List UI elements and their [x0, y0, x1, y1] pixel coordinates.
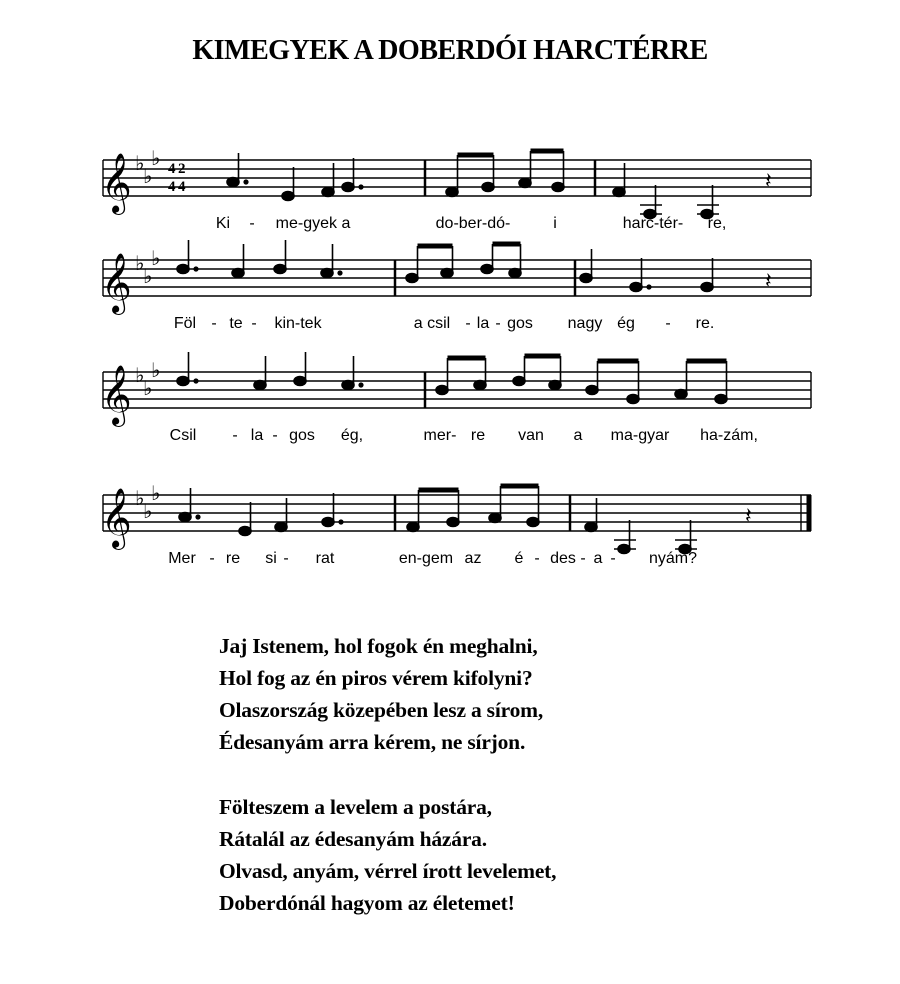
lyric-syllable: ég,	[340, 427, 364, 444]
staff-2	[95, 240, 815, 320]
lyric-hyphen: -	[495, 315, 501, 332]
lyric-syllable: van	[518, 427, 544, 444]
lyric-hyphen: -	[272, 427, 278, 444]
verse-line: Rátalál az édesanyám házára.	[219, 827, 487, 851]
time-signature-4-4: 4	[168, 161, 176, 177]
verse-line: Fölteszem a levelem a postára,	[219, 795, 492, 819]
lyric-syllable: gos	[289, 427, 315, 444]
music-system-3	[95, 352, 815, 462]
rest-icon: 𝄽	[765, 169, 772, 194]
music-system-2	[95, 240, 815, 350]
lyric-hyphen: -	[251, 315, 257, 332]
song-title: KIMEGYEK A DOBERDÓI HARCTÉRRE	[192, 34, 708, 66]
svg-text:♭: ♭	[143, 376, 153, 400]
svg-text:♭: ♭	[151, 481, 161, 505]
music-system-4	[95, 475, 815, 585]
treble-clef-icon: 𝄞	[101, 365, 132, 425]
verse-line: Édesanyám arra kérem, ne sírjon.	[219, 730, 526, 754]
lyric-syllable: des	[550, 550, 576, 567]
lyric-syllable: ma-gyar	[610, 427, 670, 444]
verse-line: Hol fog az én piros vérem kifolyni?	[219, 666, 533, 690]
svg-text:♭: ♭	[143, 164, 153, 188]
music-system-1	[95, 140, 815, 250]
lyric-syllable: la	[476, 315, 490, 332]
svg-text:♭: ♭	[135, 151, 145, 175]
svg-text:♭: ♭	[151, 246, 161, 270]
lyric-syllable: re	[470, 427, 486, 444]
verse-line: Olvasd, anyám, vérrel írott levelemet,	[219, 859, 557, 883]
time-signature-2-4: 2	[178, 161, 186, 177]
staff-1	[95, 140, 815, 220]
lyric-syllable: Ki	[215, 215, 231, 232]
lyric-syllable: kin-tek	[274, 315, 322, 332]
lyric-syllable: i	[553, 215, 557, 232]
lyric-syllable: a csil	[413, 315, 451, 332]
verse-line: Jaj Istenem, hol fogok én meghalni,	[219, 634, 538, 658]
lyric-syllable: harc-tér-	[622, 215, 684, 232]
staff-4	[95, 475, 815, 555]
lyric-syllable: é	[514, 550, 524, 567]
stanza-1	[219, 630, 556, 758]
svg-text:4: 4	[168, 179, 176, 195]
lyric-hyphen: -	[580, 550, 586, 567]
treble-clef-icon: 𝄞	[101, 253, 132, 313]
lyric-hyphen: -	[249, 215, 255, 232]
verse-text	[219, 630, 556, 952]
lyric-syllable: si	[265, 550, 277, 567]
svg-text:♭: ♭	[135, 251, 145, 275]
lyric-syllable: re	[225, 550, 241, 567]
verse-line: Olaszország közepében lesz a sírom,	[219, 698, 544, 722]
lyric-syllable: gos	[507, 315, 533, 332]
rest-icon: 𝄽	[765, 269, 772, 294]
treble-clef-icon: 𝄞	[101, 153, 132, 213]
lyric-syllable: rat	[315, 550, 335, 567]
lyric-syllable: a	[573, 427, 583, 444]
svg-text:♭: ♭	[151, 358, 161, 382]
rest-icon: 𝄽	[745, 504, 752, 529]
lyric-syllable: az	[464, 550, 482, 567]
lyric-syllable: ég	[617, 315, 635, 332]
lyric-syllable: en-gem	[398, 550, 454, 567]
lyric-syllable: re,	[707, 215, 727, 232]
lyric-hyphen: -	[610, 550, 616, 567]
treble-clef-icon: 𝄞	[101, 488, 132, 548]
lyric-hyphen: -	[283, 550, 289, 567]
lyric-hyphen: -	[665, 315, 671, 332]
lyric-syllable: a	[593, 550, 603, 567]
verse-line: Doberdónál hagyom az életemet!	[219, 891, 515, 915]
lyric-syllable: Mer	[168, 550, 196, 567]
svg-text:♭: ♭	[151, 146, 161, 170]
lyric-syllable: me-gyek a	[275, 215, 351, 232]
lyric-syllable: Csil	[169, 427, 197, 444]
lyric-syllable: mer-	[423, 427, 457, 444]
lyric-syllable: re.	[695, 315, 715, 332]
lyric-syllable: te	[229, 315, 243, 332]
lyric-hyphen: -	[465, 315, 471, 332]
lyric-syllable: do-ber-dó-	[435, 215, 511, 232]
lyric-syllable: nyám?	[648, 550, 698, 567]
svg-text:♭: ♭	[143, 264, 153, 288]
svg-text:♭: ♭	[135, 486, 145, 510]
lyric-hyphen: -	[534, 550, 540, 567]
lyric-syllable: Föl	[173, 315, 197, 332]
lyric-syllable: nagy	[567, 315, 603, 332]
svg-text:♭: ♭	[143, 499, 153, 523]
lyric-hyphen: -	[211, 315, 217, 332]
stanza-2	[219, 791, 556, 919]
svg-text:♭: ♭	[135, 363, 145, 387]
svg-text:4: 4	[178, 179, 186, 195]
lyric-syllable: ha-zám,	[700, 427, 758, 444]
lyric-syllable: la	[250, 427, 264, 444]
lyric-hyphen: -	[232, 427, 238, 444]
lyric-hyphen: -	[209, 550, 215, 567]
staff-3	[95, 352, 815, 432]
